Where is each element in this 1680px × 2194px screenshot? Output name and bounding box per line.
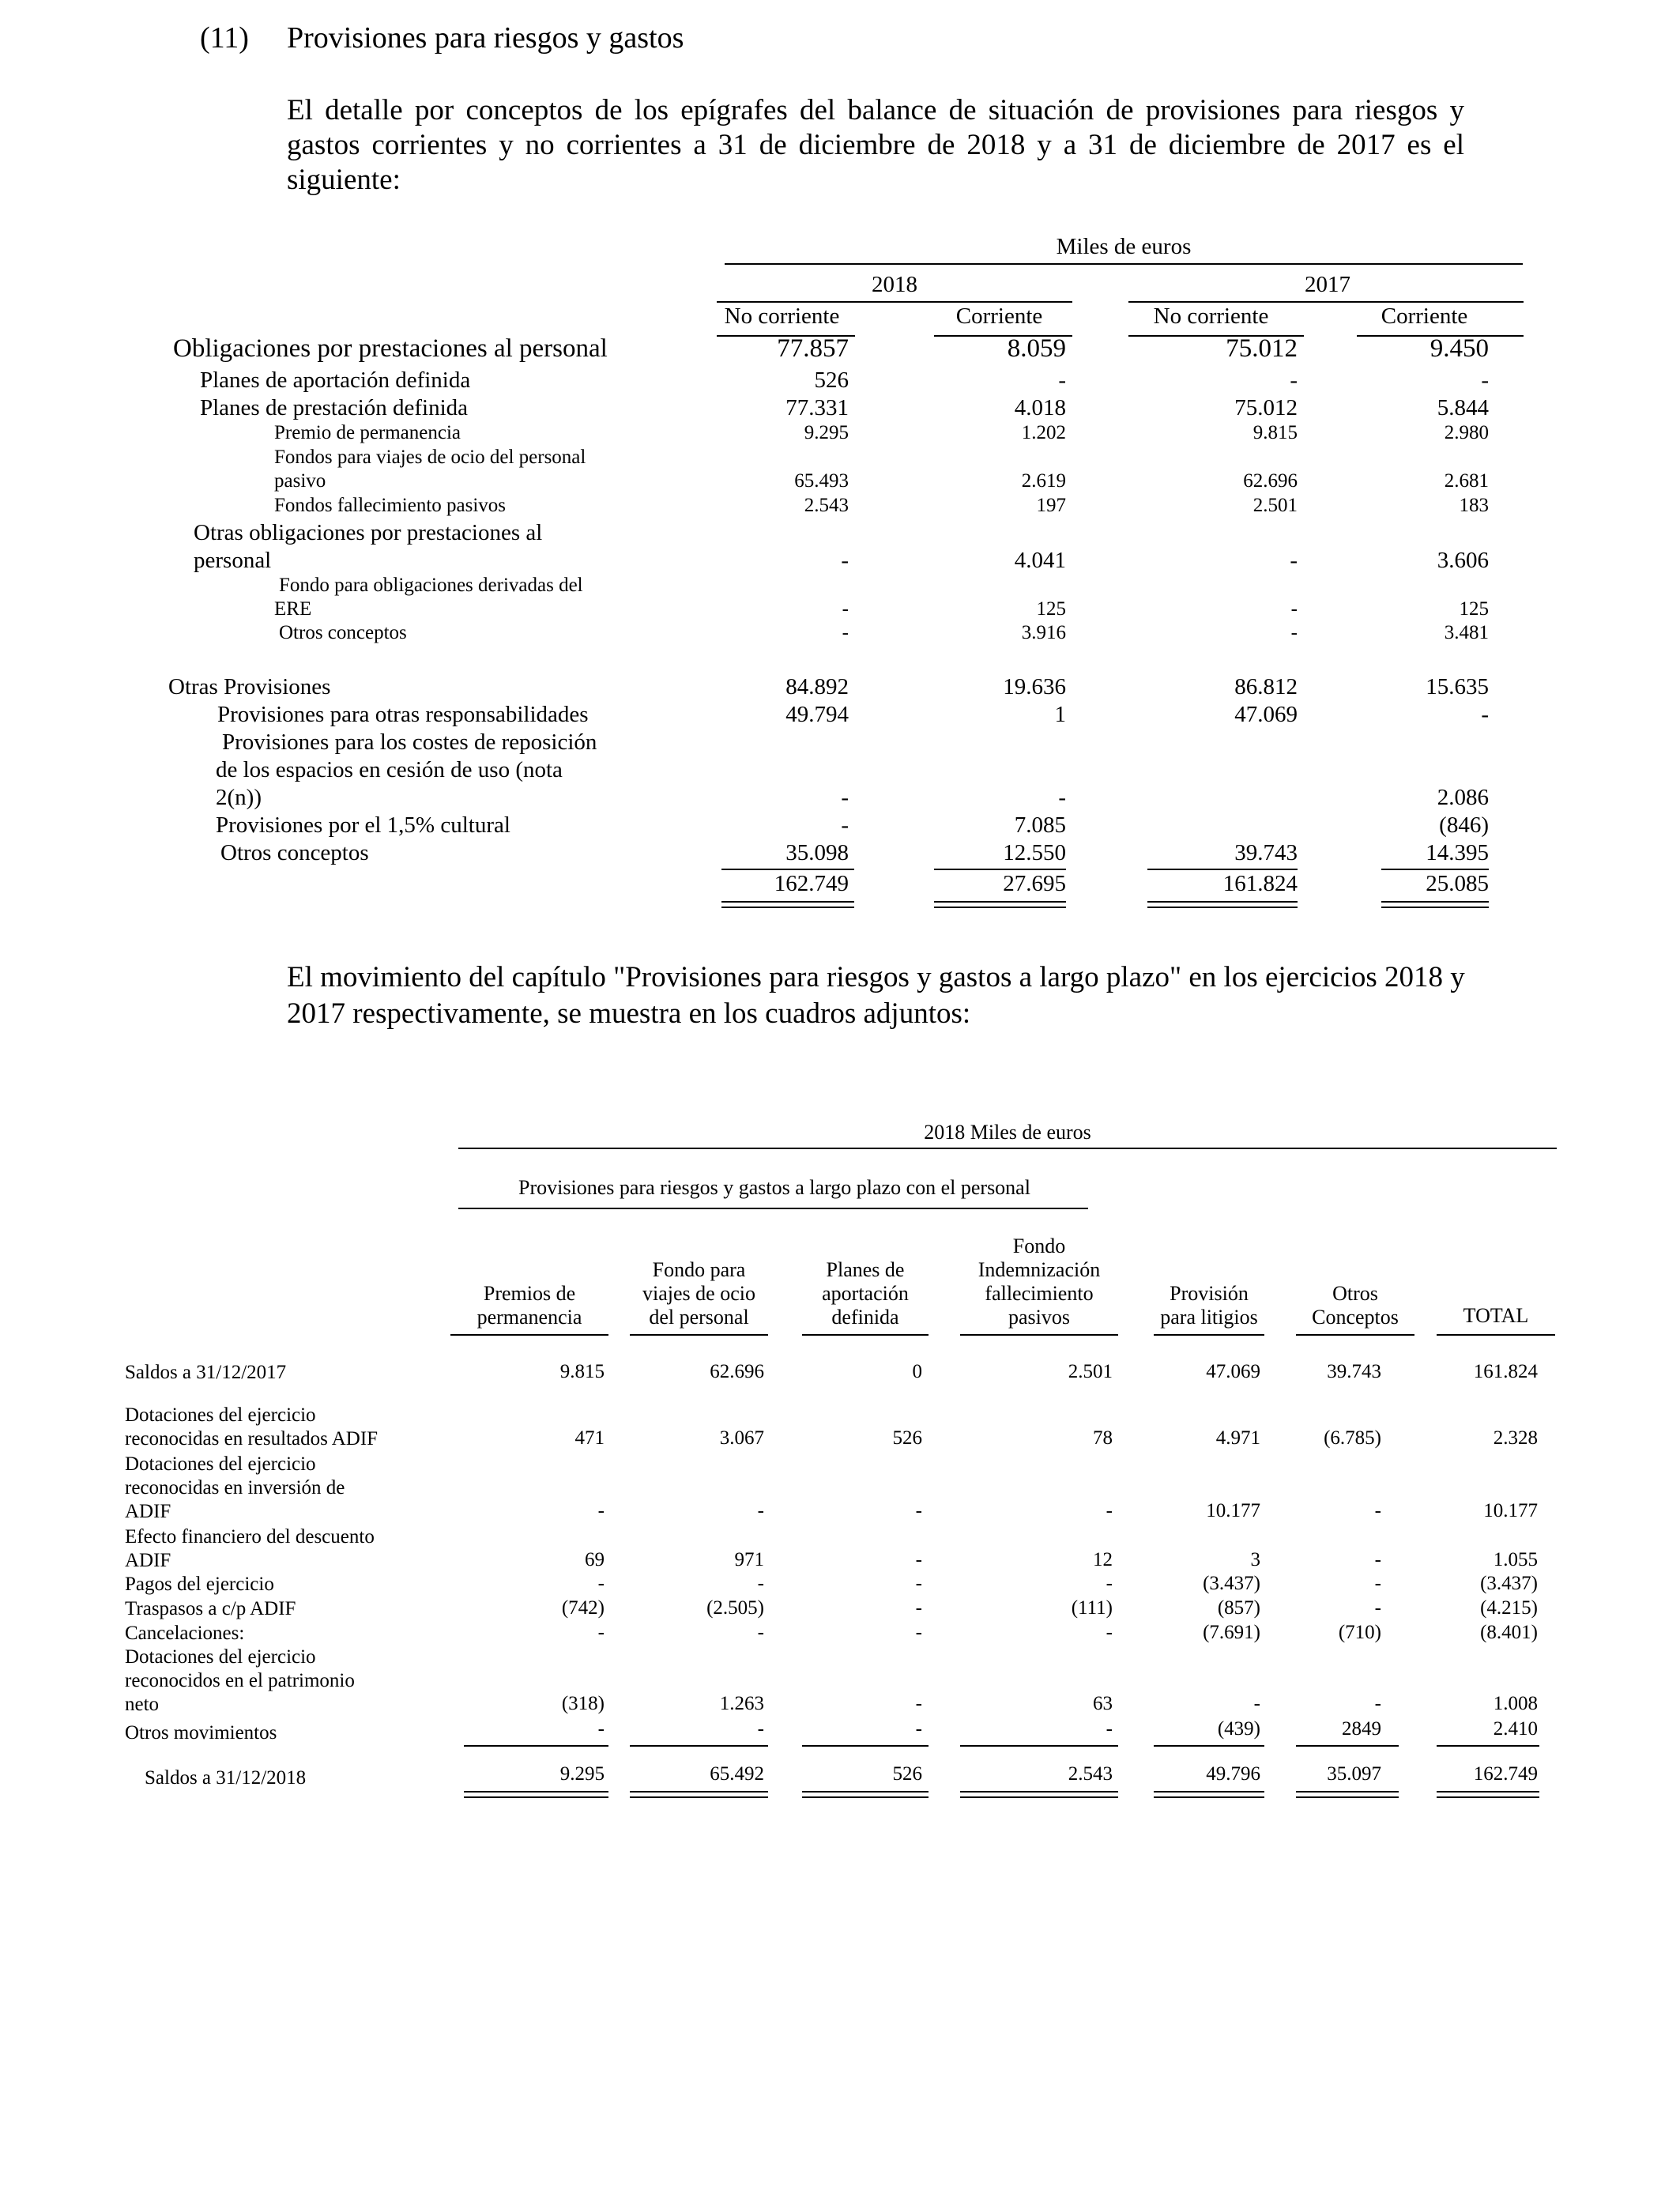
table-cell: 35.098: [785, 840, 849, 865]
table-cell: -: [841, 812, 849, 838]
table-cell: (846): [1439, 812, 1489, 838]
table-cell: 2.410: [1493, 1718, 1538, 1740]
table-cell: -: [1374, 1693, 1381, 1714]
table-cell: 2.501: [1068, 1361, 1113, 1382]
intro-paragraph: El detalle por conceptos de los epígrafes del balance de situación de provisiones para riesgos y gastos corrientes y no corrientes a 31 de diciembre de 2018 y a 31 de diciembre de 2017 es el siguiente:: [287, 94, 1464, 196]
table-row-label: Planes de prestación definida: [200, 395, 469, 420]
table-cell: -: [1481, 368, 1489, 393]
table-cell: 1.263: [719, 1693, 764, 1714]
table-cell: 75.012: [1234, 395, 1298, 420]
table-row-label: Fondo para obligaciones derivadas del: [279, 575, 583, 596]
table-cell: 63: [1093, 1693, 1113, 1714]
table-row-label: Provisiones para otras responsabilidades: [217, 702, 589, 727]
table-cell: (857): [1217, 1597, 1260, 1619]
table-cell: 3.606: [1437, 548, 1489, 573]
table2-col-header: Fondo Indemnización fallecimiento pasivos: [977, 1235, 1101, 1329]
table-cell: 2.681: [1444, 470, 1489, 492]
table-cell: -: [757, 1573, 764, 1594]
table-cell: 78: [1093, 1427, 1113, 1449]
table-cell: 125: [1459, 598, 1489, 620]
table-cell: 2849: [1342, 1718, 1381, 1740]
table-cell: 2.501: [1252, 495, 1298, 516]
table2-col-header: Planes de aportación definida: [822, 1258, 909, 1329]
table1-total: 161.824: [1222, 871, 1298, 896]
table-row-label: Planes de aportación definida: [200, 368, 471, 393]
table2-header: 2018 Miles de euros: [924, 1121, 1091, 1144]
table-cell: 125: [1036, 598, 1066, 620]
table-cell: 62.696: [710, 1361, 764, 1382]
table1-col-nc-2018: No corriente: [724, 303, 840, 329]
table-cell: -: [1290, 598, 1298, 620]
table2-col-header: TOTAL: [1463, 1304, 1529, 1327]
table1-col-nc-2017: No corriente: [1153, 303, 1269, 329]
table-row-label: Obligaciones por prestaciones al personal: [173, 334, 608, 363]
table-cell: -: [841, 785, 849, 810]
table-cell: -: [915, 1573, 922, 1594]
table-cell: 84.892: [785, 674, 849, 699]
table1-col-c-2018: Corriente: [955, 303, 1043, 329]
table1-unit: Miles de euros: [1056, 234, 1192, 259]
table-row-label: Cancelaciones:: [125, 1623, 245, 1644]
table-cell: -: [757, 1622, 764, 1643]
table-cell: (318): [561, 1693, 605, 1714]
table-cell: 9.450: [1430, 334, 1489, 363]
table-cell: -: [757, 1500, 764, 1521]
table2-col-header: Premios de permanencia: [477, 1282, 582, 1329]
table-cell: 526: [814, 368, 849, 393]
table2-final-cell: 162.749: [1473, 1763, 1538, 1785]
table2-final-cell: 35.097: [1327, 1763, 1381, 1785]
table-cell: 10.177: [1483, 1500, 1538, 1521]
table-cell: -: [842, 622, 849, 643]
table-cell: 65.493: [794, 470, 849, 492]
table2-col-header: Fondo para viajes de ocio del personal: [642, 1258, 755, 1329]
table-cell: 2.980: [1444, 422, 1489, 443]
table-cell: 526: [892, 1427, 922, 1449]
table-cell: -: [841, 548, 849, 573]
table-row-label: Dotaciones del ejercicio reconocidas en inversión de ADIF: [125, 1453, 345, 1522]
table-cell: -: [1481, 702, 1489, 727]
table-row-label-cont: ERE: [274, 598, 312, 620]
table-cell: 1.202: [1021, 422, 1066, 443]
table-cell: (710): [1338, 1622, 1381, 1643]
section-title: Provisiones para riesgos y gastos: [287, 21, 684, 55]
table-cell: (3.437): [1480, 1573, 1538, 1594]
table1-total: 25.085: [1426, 871, 1489, 896]
table-cell: 3.067: [719, 1427, 764, 1449]
table-cell: -: [597, 1622, 605, 1643]
table-row-label: Fondos para viajes de ocio del personal: [274, 447, 586, 468]
table-cell: 8.059: [1007, 334, 1066, 363]
table-cell: (4.215): [1480, 1597, 1538, 1619]
table-cell: 39.743: [1234, 840, 1298, 865]
table-cell: 7.085: [1014, 812, 1066, 838]
table-row-label: Provisiones para los costes de reposición: [222, 729, 597, 755]
table-row-label: Otros movimientos: [125, 1722, 277, 1744]
table-cell: 77.857: [777, 334, 849, 363]
table-cell: -: [1374, 1597, 1381, 1619]
table-cell: (439): [1217, 1718, 1260, 1740]
table2-final-cell: 49.796: [1206, 1763, 1260, 1785]
table-cell: -: [915, 1622, 922, 1643]
table-row-label: Otros conceptos: [220, 840, 369, 865]
table-row-label-cont: personal: [194, 548, 272, 573]
table-cell: -: [842, 598, 849, 620]
table-cell: 12.550: [1003, 840, 1066, 865]
table-cell: 47.069: [1206, 1361, 1260, 1382]
table-cell: 3.916: [1021, 622, 1066, 643]
table-row-label: Otros conceptos: [279, 622, 407, 643]
table-cell: 183: [1459, 495, 1489, 516]
table-cell: (8.401): [1480, 1622, 1538, 1643]
table-cell: 2.086: [1437, 785, 1489, 810]
table-cell: (2.505): [706, 1597, 764, 1619]
table-cell: 19.636: [1003, 674, 1066, 699]
table-row-label: Traspasos a c/p ADIF: [125, 1598, 296, 1619]
table-row-label: Provisiones por el 1,5% cultural: [216, 812, 510, 838]
table-row-label: Otras obligaciones por prestaciones al: [194, 520, 543, 545]
table-cell: 4.041: [1014, 548, 1066, 573]
table-cell: -: [1374, 1549, 1381, 1570]
table-cell: 971: [734, 1549, 764, 1570]
table2-final-label: Saldos a 31/12/2018: [145, 1767, 307, 1789]
table-cell: 10.177: [1206, 1500, 1260, 1521]
table-cell: 39.743: [1327, 1361, 1381, 1382]
table-cell: -: [915, 1500, 922, 1521]
table-cell: 3: [1250, 1549, 1260, 1570]
table-cell: 49.794: [785, 702, 849, 727]
table-cell: -: [1106, 1573, 1113, 1594]
table2-final-cell: 2.543: [1068, 1763, 1113, 1785]
table2-col-header: Provisión para litigios: [1160, 1282, 1258, 1329]
table1-total: 162.749: [774, 871, 849, 896]
table-cell: 197: [1036, 495, 1066, 516]
table-row-label: Dotaciones del ejercicio reconocidas en resultados ADIF: [125, 1404, 379, 1449]
table-cell: 471: [574, 1427, 605, 1449]
table2-final-cell: 9.295: [559, 1763, 605, 1785]
table-cell: 9.295: [804, 422, 849, 443]
table-cell: -: [757, 1718, 764, 1740]
table-cell: (111): [1071, 1597, 1113, 1619]
table-cell: -: [597, 1573, 605, 1594]
table-cell: 1: [1054, 702, 1066, 727]
table-cell: -: [1374, 1573, 1381, 1594]
table2-final-cell: 526: [892, 1763, 922, 1785]
table-cell: 14.395: [1426, 840, 1489, 865]
table-cell: 77.331: [785, 395, 849, 420]
table-cell: -: [1106, 1622, 1113, 1643]
table-cell: 1.055: [1493, 1549, 1538, 1570]
table-row-label: Dotaciones del ejercicio reconocidos en el patrimonio neto: [125, 1646, 355, 1715]
table-cell: -: [915, 1597, 922, 1619]
table-cell: 86.812: [1234, 674, 1298, 699]
table-cell: -: [915, 1693, 922, 1714]
table-cell: 4.971: [1215, 1427, 1260, 1449]
table-cell: 75.012: [1226, 334, 1298, 363]
table-row-label: Efecto financiero del descuento ADIF: [125, 1526, 375, 1571]
table-cell: 0: [912, 1361, 922, 1382]
section-number: (11): [200, 21, 249, 55]
table-cell: 9.815: [1252, 422, 1298, 443]
table-row-label: Pagos del ejercicio: [125, 1574, 274, 1595]
table-cell: 12: [1093, 1549, 1113, 1570]
table2-final-cell: 65.492: [710, 1763, 764, 1785]
movement-paragraph: El movimiento del capítulo "Provisiones para riesgos y gastos a largo plazo" en los ejercicios 2018 y 2017 respectivamente, se muestra en los cuadros adjuntos:: [287, 961, 1465, 1030]
table-cell: 2.619: [1021, 470, 1066, 492]
table-row-label-cont: pasivo: [274, 470, 326, 492]
table-cell: 47.069: [1234, 702, 1298, 727]
table-cell: 161.824: [1473, 1361, 1538, 1382]
table-cell: 62.696: [1243, 470, 1298, 492]
table-cell: 2.543: [804, 495, 849, 516]
table-cell: -: [1058, 368, 1066, 393]
table1-total: 27.695: [1003, 871, 1066, 896]
table-cell: -: [1106, 1718, 1113, 1740]
table1-year-2018: 2018: [872, 272, 917, 297]
table-row-label: Premio de permanencia: [274, 422, 461, 443]
table-cell: -: [597, 1718, 605, 1740]
table-cell: -: [1374, 1500, 1381, 1521]
table-cell: -: [1290, 368, 1298, 393]
table-row-label: Otras Provisiones: [168, 674, 331, 699]
table-cell: 3.481: [1444, 622, 1489, 643]
table-cell: 9.815: [559, 1361, 605, 1382]
table-cell: 2.328: [1493, 1427, 1538, 1449]
table-cell: -: [1106, 1500, 1113, 1521]
table-row-label-cont: de los espacios en cesión de uso (nota: [216, 757, 563, 782]
table-cell: -: [1290, 622, 1298, 643]
table-cell: (3.437): [1203, 1573, 1260, 1594]
table-cell: 69: [585, 1549, 605, 1570]
table-cell: -: [1290, 548, 1298, 573]
table-cell: 5.844: [1437, 395, 1489, 420]
table-cell: -: [1058, 785, 1066, 810]
table-cell: (742): [561, 1597, 605, 1619]
table-cell: -: [915, 1718, 922, 1740]
table1-year-2017: 2017: [1305, 272, 1350, 297]
table-cell: (6.785): [1324, 1427, 1381, 1449]
table-cell: -: [1253, 1693, 1260, 1714]
table-row-label: Saldos a 31/12/2017: [125, 1362, 287, 1383]
table1-col-c-2017: Corriente: [1381, 303, 1468, 329]
table2-group-label: Provisiones para riesgos y gastos a largo plazo con el personal: [518, 1176, 1030, 1199]
table2-col-header: Otros Conceptos: [1312, 1282, 1399, 1329]
table-cell: 4.018: [1014, 395, 1066, 420]
table-cell: 1.008: [1493, 1693, 1538, 1714]
table-cell: 15.635: [1426, 674, 1489, 699]
table-row-label-cont: 2(n)): [216, 785, 262, 810]
table-cell: (7.691): [1203, 1622, 1260, 1643]
table-cell: -: [915, 1549, 922, 1570]
table-cell: -: [597, 1500, 605, 1521]
table-row-label: Fondos fallecimiento pasivos: [274, 495, 507, 516]
